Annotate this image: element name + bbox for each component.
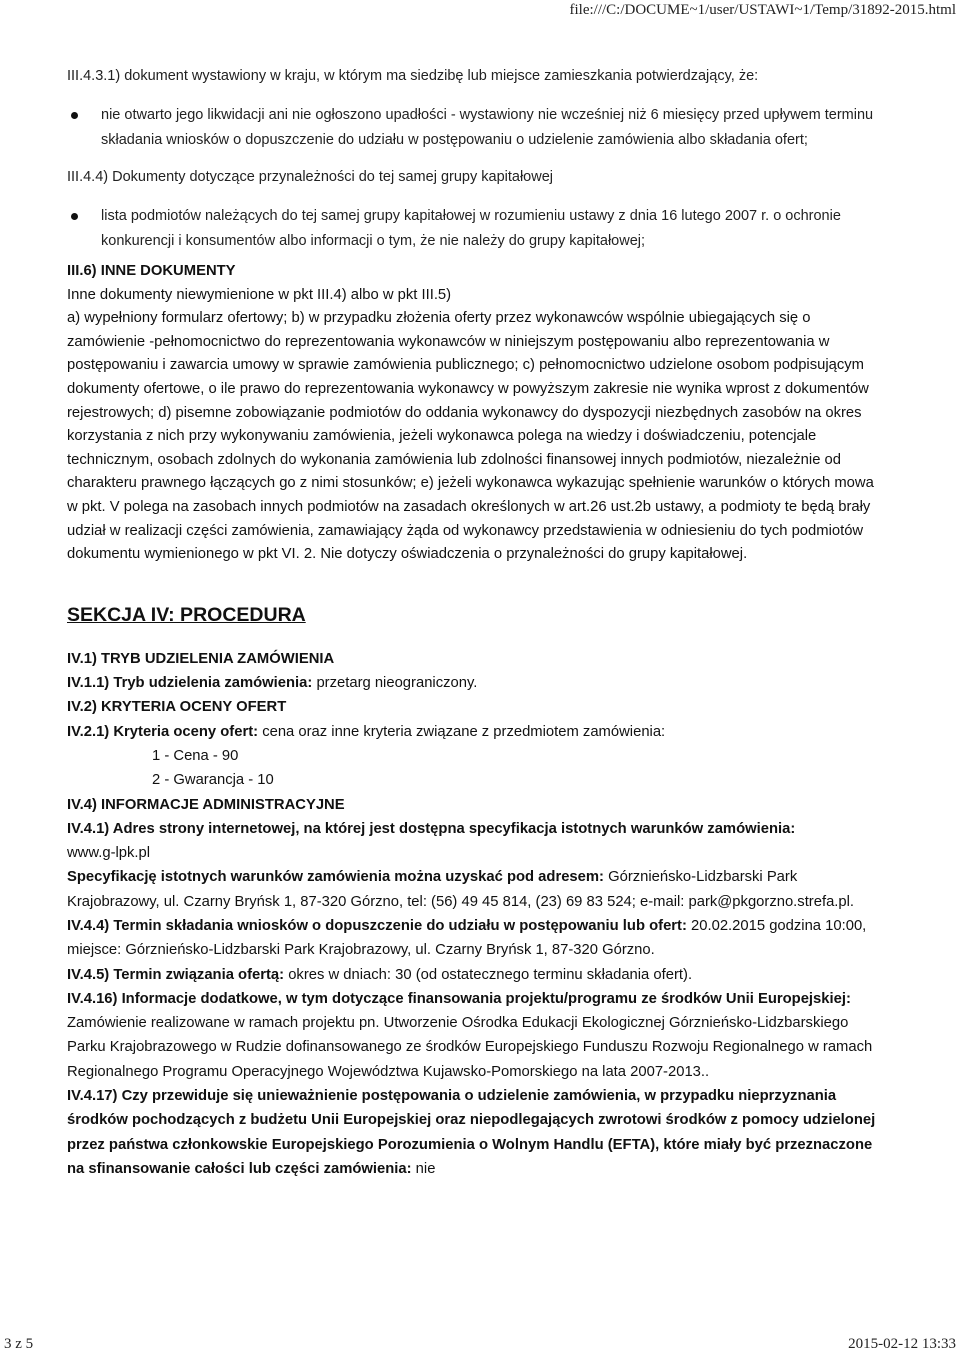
section-iv [67, 647, 887, 1182]
iv-4-5-label: IV.4.5) Termin związania ofertą: [67, 966, 285, 983]
iv-4-16-label: IV.4.16) Informacje dodatkowe, w tym dotyczące finansowania projektu/programu ze środków Unii Europejskiej: [67, 990, 851, 1007]
iv-1-1-value: przetarg nieograniczony. [312, 675, 478, 692]
iv-4-16-row [67, 987, 887, 1084]
browser-url-header: file:///C:/DOCUME~1/user/USTAWI~1/Temp/31892-2015.html [569, 2, 956, 18]
list-item: lista podmiotów należących do tej samej grupy kapitałowej w rozumieniu ustawy z dnia 16 lutego 2007 r. o ochronie konkurencji i konsumentów albo informacji o tym, że nie należy do grupy kapitałowej; [67, 204, 887, 254]
iv-2-heading: IV.2) KRYTERIA OCENY OFERT [67, 699, 287, 716]
section-iii-6 [67, 260, 887, 567]
criterion-2: 2 - Gwarancja - 10 [152, 772, 274, 789]
iii-4-3-heading: III.4.3.1) dokument wystawiony w kraju, w którym ma siedzibę lub miejsce zamieszkania potwierdzający, że: [67, 68, 759, 84]
iv-4-heading: IV.4) INFORMACJE ADMINISTRACYJNE [67, 796, 345, 813]
iv-1-1-row [67, 671, 887, 695]
iv-4-5-value: okres w dniach: 30 (od ostatecznego terminu składania ofert). [284, 966, 693, 983]
iii-4-4-heading: III.4.4) Dokumenty dotyczące przynależności do tej samej grupy kapitałowej [67, 169, 553, 185]
iv-2-1-label: IV.2.1) Kryteria oceny ofert: [67, 723, 259, 740]
iv-4-1-value: www.g-lpk.pl [67, 845, 151, 862]
iv-4-17-value: nie [411, 1160, 436, 1177]
criterion-1: 1 - Cena - 90 [152, 747, 239, 764]
spec-label: Specyfikację istotnych warunków zamówienia można uzyskać pod adresem: [67, 869, 604, 886]
iv-2-1-value: cena oraz inne kryteria związane z przedmiotem zamówienia: [258, 723, 666, 740]
iv-4-16-value: Zamówienie realizowane w ramach projektu pn. Utworzenie Ośrodka Edukacji Ekologicznej Górznieńsko-Lidzbarskiego Parku Krajobrazowego w Rudzie dofinansowanego ze środków Europejskiego Funduszu Rozwoju Regionalnego w ramach Regionalnego Programu Operacyjnego Województwa Kujawsko-Pomorskiego na lata 2007-2013.. [67, 1015, 873, 1080]
iii-4-4-list [67, 204, 887, 254]
page-number: 3 z 5 [4, 1336, 34, 1352]
iv-4-4-row [67, 914, 887, 963]
iv-4-5-row [67, 963, 887, 987]
iv-4-4-label: IV.4.4) Termin składania wniosków o dopuszczenie do udziału w postępowaniu lub ofert: [67, 917, 687, 934]
iv-1-1-label: IV.1.1) Tryb udzielenia zamówienia: [67, 675, 313, 692]
iv-4-17-label: IV.4.17) Czy przewiduje się unieważnienie postępowania o udzielenie zamówienia, w przypadku nieprzyznania środków pochodzących z budżetu Unii Europejskiej oraz niepodlegających zwrotowi środków z pomocy udzielonej przez państwa członkowskie Europejskiego Porozumienia o Wolnym Handlu (EFTA), które miały być przeznaczone na sfinansowanie całości lub części zamówienia: [67, 1088, 876, 1177]
section-iii-4 [67, 64, 887, 254]
iii-4-3-list [67, 103, 887, 153]
iv-2-1-row [67, 720, 887, 744]
iv-4-1-label: IV.4.1) Adres strony internetowej, na której jest dostępna specyfikacja istotnych warunków zamówienia: [67, 820, 796, 837]
iii-6-heading: III.6) INNE DOKUMENTY [67, 263, 236, 279]
iv-4-17-row [67, 1084, 887, 1181]
iv-4-4-value: 20.02.2015 godzina 10:00, miejsce: Górznieńsko-Lidzbarski Park Krajobrazowy, ul. Czarny Bryńsk 1, 87-320 Górzno. [67, 917, 867, 959]
iii-6-body: a) wypełniony formularz ofertowy; b) w przypadku złożenia oferty przez wykonawców wspólnie ubiegających się o zamówienie -pełnomocnictwo do reprezentowania wykonawców w niniejszym postępowaniu albo reprezentowania w postępowaniu i zawarcia umowy w sprawie zamówienia publicznego; c) pełnomocnictwo udzielone osobom podpisującym dokumenty ofertowe, o ile prawo do reprezentowania wykonawcy w powyższym zakresie nie wynika wprost z dokumentów rejestrowych; d) pisemne zobowiązanie podmiotów do oddania wykonawcy do dyspozycji niezbędnych zasobów na okres korzystania z nich przy wykonywaniu zamówienia, jeżeli wykonawca polega na wiedzy i doświadczeniu, potencjale technicznym, osobach zdolnych do wykonania zamówienia lub zdolności finansowej innych podmiotów, niezależnie od charakteru prawnego łączących go z nimi stosunków; e) jeżeli wykonawca wykazując spełnienie warunków o których mowa w pkt. V polega na zasobach innych podmiotów na zasadach określonych w art.26 ust.2b ustawy, a podmioty te będą brały udział w realizacji części zamówienia, zamawiający żąda od wykonawcy przedstawienia w odniesieniu do tych podmiotów dokumentu wymienionego w pkt VI. 2. Nie dotyczy oświadczenia o przynależności do grupy kapitałowej. [67, 310, 874, 563]
page-footer [0, 1335, 960, 1353]
list-item: nie otwarto jego likwidacji ani nie ogłoszono upadłości - wystawiony nie wcześniej niż 6 miesięcy przed upływem terminu składania wniosków o dopuszczenie do udziału w postępowaniu o udzielenie zamówienia albo składania ofert; [67, 103, 887, 153]
spec-row [67, 865, 887, 914]
print-datetime: 2015-02-12 13:33 [848, 1336, 956, 1352]
iii-6-subheading: Inne dokumenty niewymienione w pkt III.4) albo w pkt III.5) [67, 286, 452, 303]
section-iv-title: SEKCJA IV: PROCEDURA [67, 603, 306, 626]
spec-value: Górznieńsko-Lidzbarski Park Krajobrazowy, ul. Czarny Bryńsk 1, 87-320 Górzno, tel: (56) 49 45 814, (23) 69 83 524; e-mail: park@pkgorzno.strefa.pl. [67, 869, 855, 910]
iv-1-heading: IV.1) TRYB UDZIELENIA ZAMÓWIENIA [67, 650, 335, 667]
document-body [67, 64, 887, 1181]
